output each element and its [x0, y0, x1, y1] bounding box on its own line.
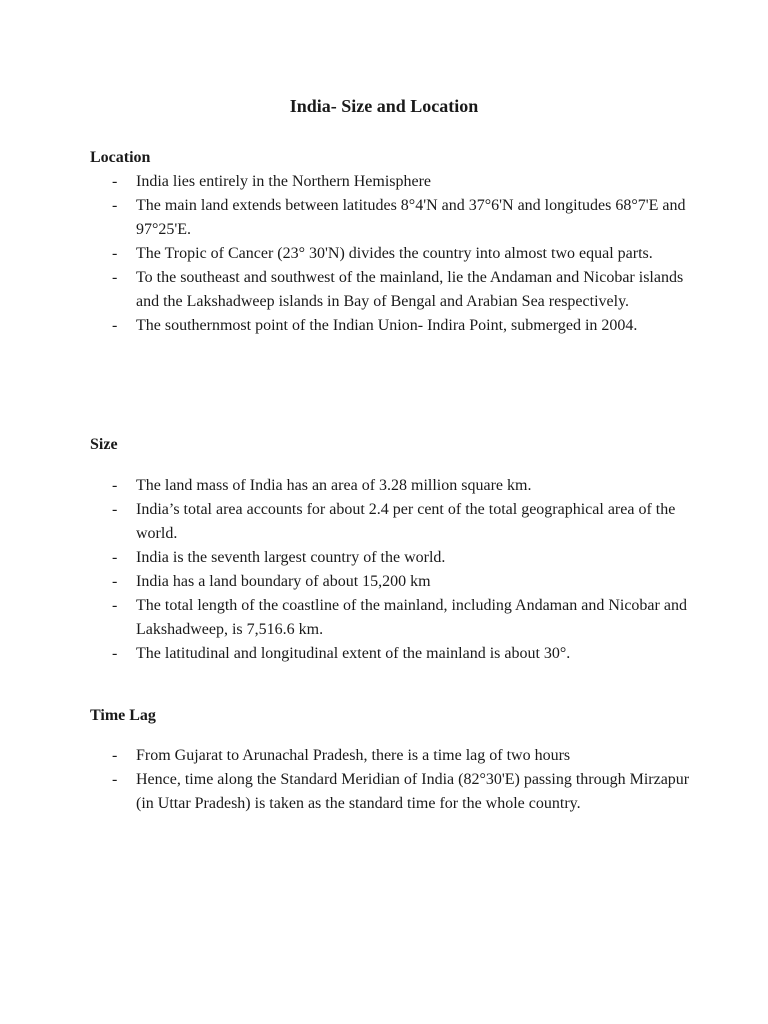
list-item [90, 242, 690, 266]
location-list [90, 170, 690, 338]
dash-bullet: - [112, 573, 118, 590]
dash-bullet: - [112, 747, 118, 764]
list-item-text: Hence, time along the Standard Meridian of India (82°30'E) passing through Mirzapur (in Uttar Pradesh) is taken as the standard time for the whole country. [136, 771, 690, 812]
list-item-text: The land mass of India has an area of 3.28 million square km. [136, 477, 532, 494]
section-heading-location: Location [90, 149, 151, 166]
list-item-text: From Gujarat to Arunachal Pradesh, there is a time lag of two hours [136, 747, 571, 764]
list-item [90, 314, 690, 338]
time-lag-list [90, 744, 690, 816]
list-item [90, 570, 690, 594]
size-list [90, 474, 690, 666]
dash-bullet: - [112, 477, 118, 494]
list-item-text: India has a land boundary of about 15,200 km [136, 573, 431, 590]
list-item-text: India’s total area accounts for about 2.4 per cent of the total geographical area of the world. [136, 501, 676, 542]
dash-bullet: - [112, 197, 118, 214]
list-item-text: The total length of the coastline of the mainland, including Andaman and Nicobar and Lakshadweep, is 7,516.6 km. [136, 597, 687, 638]
dash-bullet: - [112, 549, 118, 566]
list-item [90, 744, 690, 768]
list-item [90, 266, 690, 314]
list-item [90, 474, 690, 498]
list-item-text: The southernmost point of the Indian Union- Indira Point, submerged in 2004. [136, 317, 638, 334]
list-item-text: To the southeast and southwest of the mainland, lie the Andaman and Nicobar islands and the Lakshadweep islands in Bay of Bengal and Arabian Sea respectively. [136, 269, 684, 310]
list-item [90, 194, 690, 242]
list-item [90, 170, 690, 194]
list-item-text: India is the seventh largest country of the world. [136, 549, 446, 566]
section-heading-time-lag: Time Lag [90, 707, 156, 724]
section-heading-size: Size [90, 436, 118, 453]
list-item [90, 594, 690, 642]
dash-bullet: - [112, 173, 118, 190]
dash-bullet: - [112, 501, 118, 518]
list-item [90, 546, 690, 570]
list-item [90, 498, 690, 546]
dash-bullet: - [112, 269, 118, 286]
page-title: India- Size and Location [289, 96, 479, 116]
list-item-text: The main land extends between latitudes 8°4'N and 37°6'N and longitudes 68°7'E and 97°25'E. [136, 197, 686, 238]
dash-bullet: - [112, 245, 118, 262]
list-item-text: The latitudinal and longitudinal extent of the mainland is about 30°. [136, 645, 571, 662]
dash-bullet: - [112, 597, 118, 614]
list-item-text: The Tropic of Cancer (23° 30'N) divides the country into almost two equal parts. [136, 245, 653, 262]
list-item [90, 768, 690, 816]
dash-bullet: - [112, 771, 118, 788]
list-item-text: India lies entirely in the Northern Hemisphere [136, 173, 432, 190]
list-item [90, 642, 690, 666]
dash-bullet: - [112, 317, 118, 334]
dash-bullet: - [112, 645, 118, 662]
